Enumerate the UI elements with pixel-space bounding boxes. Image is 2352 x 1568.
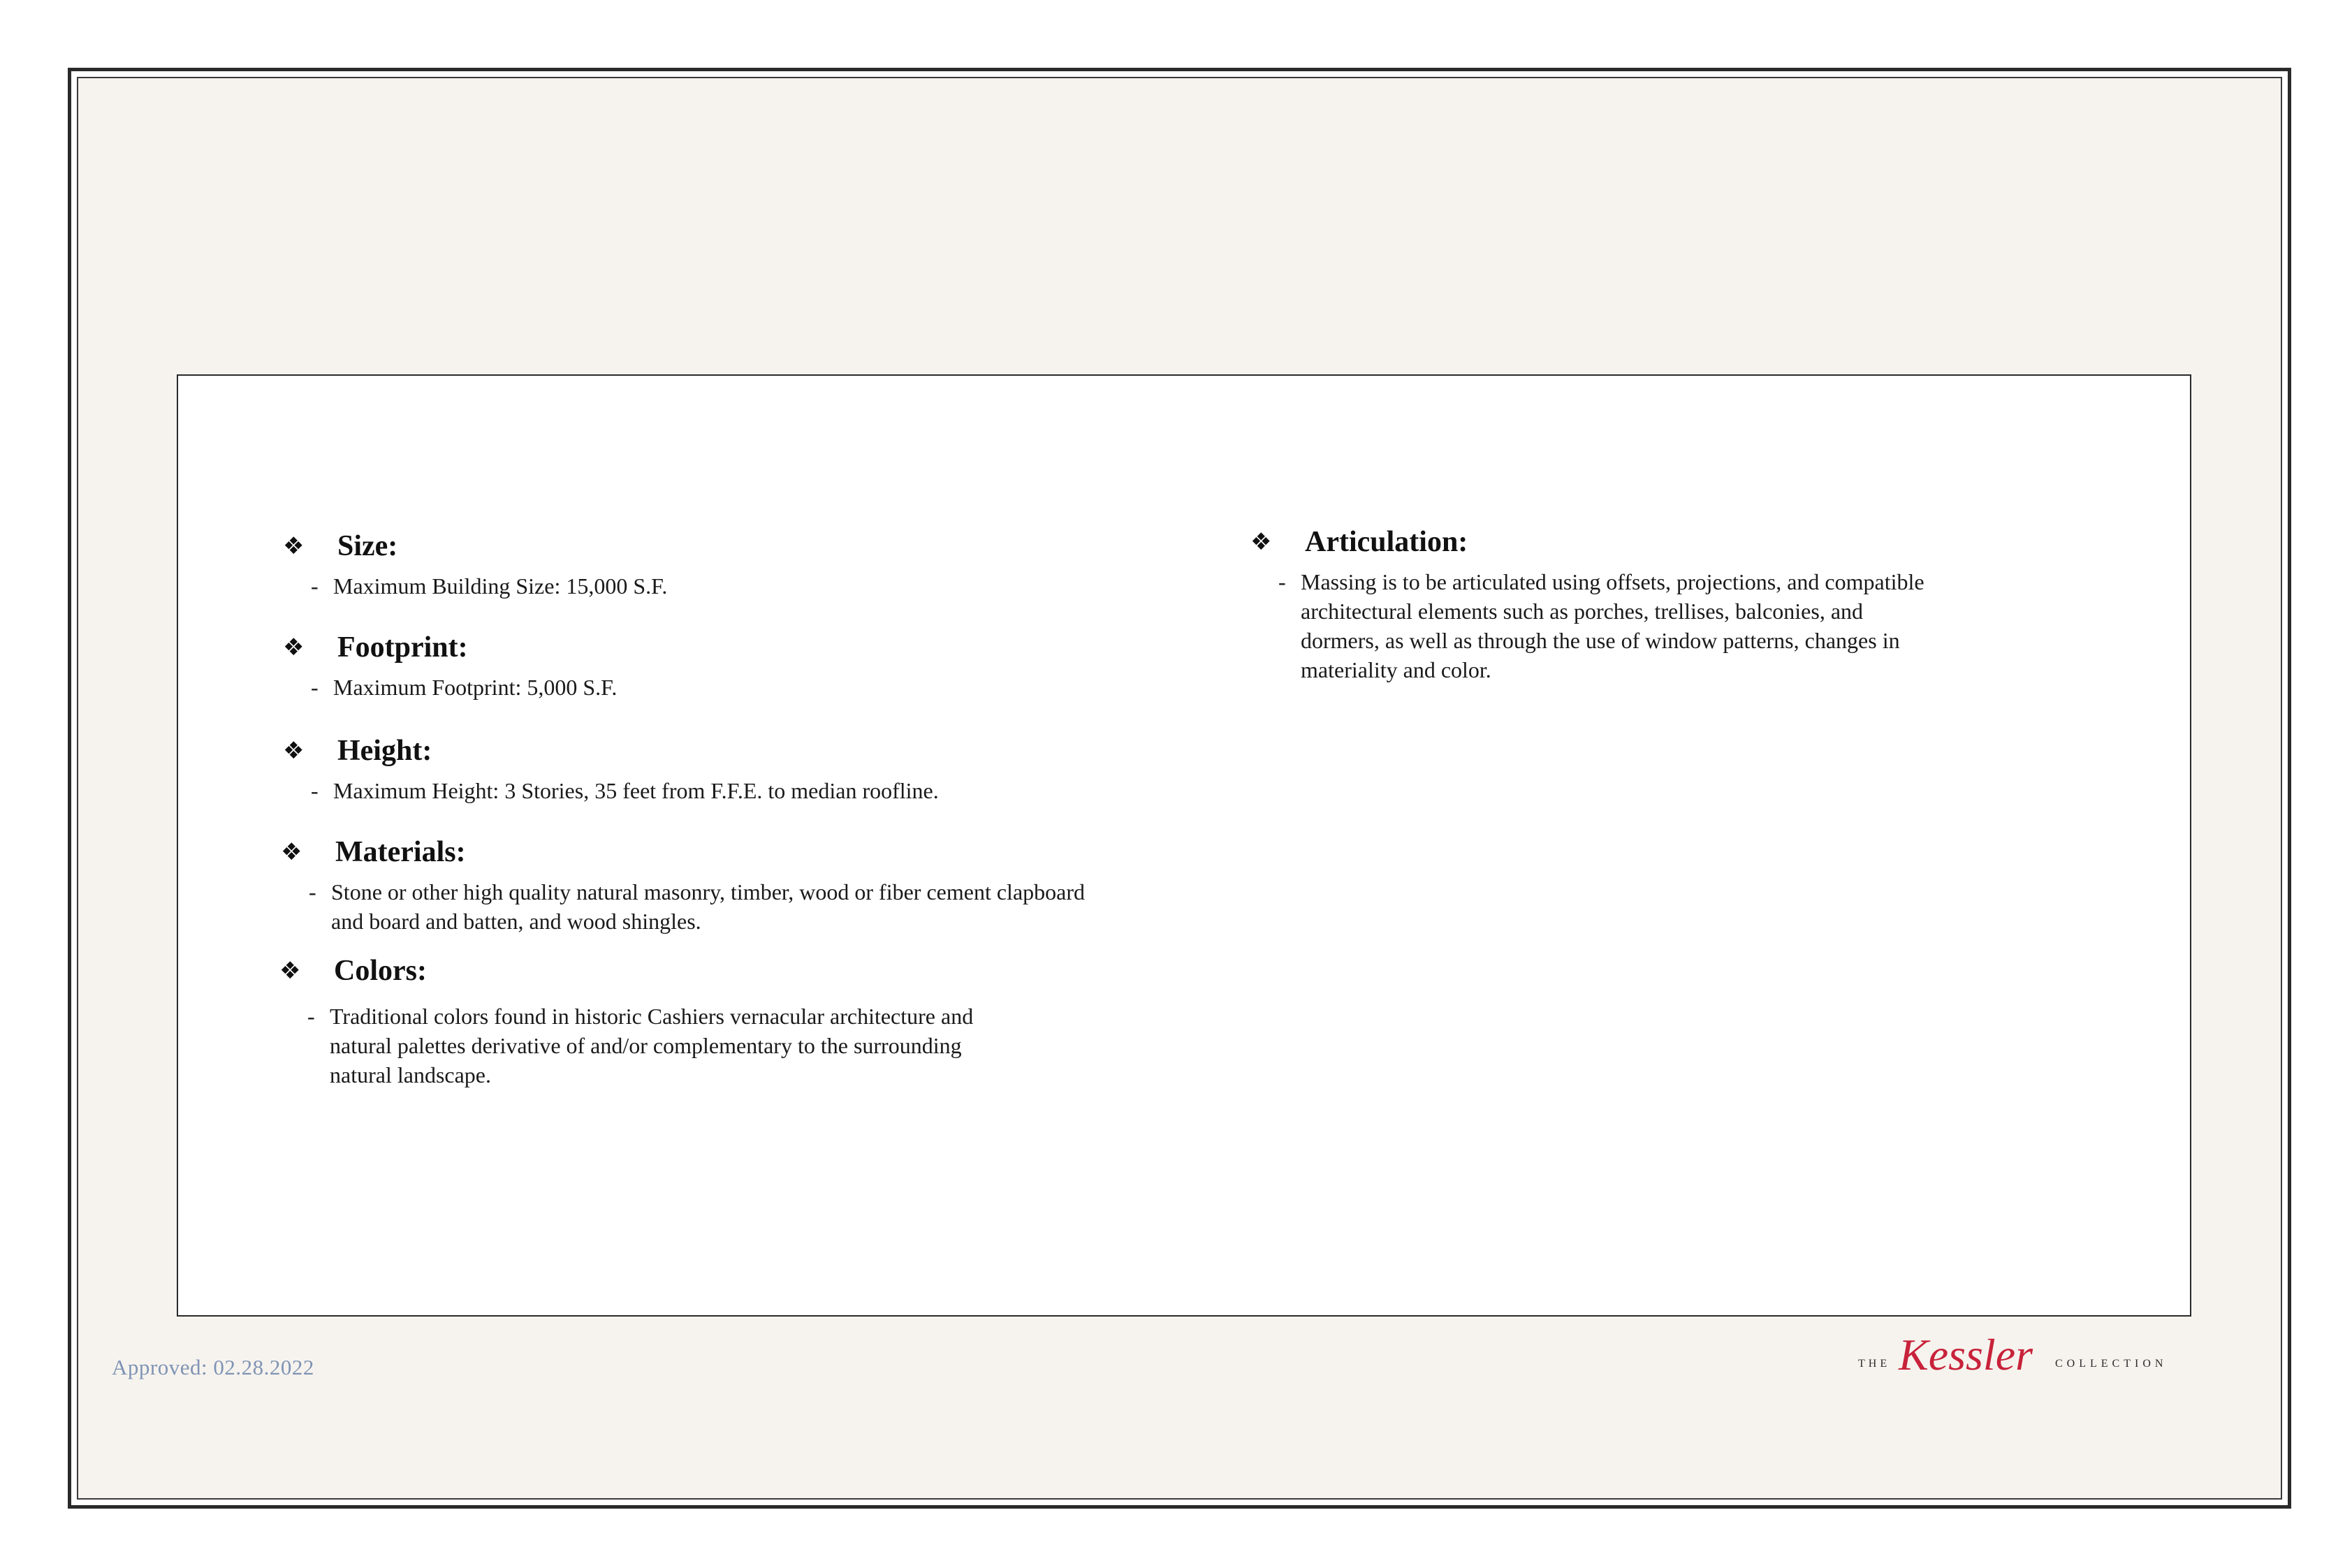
diamond-bullet-icon: ❖ — [283, 633, 305, 661]
section-heading: Size: — [337, 530, 398, 562]
section-size — [283, 525, 667, 601]
item-text: Stone or other high quality natural masonry, timber, wood or fiber cement clapboard and board and batten, and wood shingles. — [331, 879, 1085, 934]
diamond-bullet-icon: ❖ — [1250, 528, 1272, 556]
item-text: Maximum Height: 3 Stories, 35 feet from F.F.E. to median roofline. — [333, 778, 939, 803]
section-height — [283, 730, 939, 805]
item-text: Maximum Footprint: 5,000 S.F. — [333, 675, 618, 700]
diamond-bullet-icon: ❖ — [283, 737, 305, 765]
list-item: - Stone or other high quality natural masonry, timber, wood or fiber cement clapboard and board and batten, and wood shingles. — [309, 877, 1085, 936]
section-heading: Materials: — [335, 836, 466, 868]
item-text: Maximum Building Size: 15,000 S.F. — [333, 573, 668, 599]
logo-name-text: Kessler — [1899, 1330, 2033, 1379]
list-item: - Traditional colors found in historic Cashiers vernacular architecture and natural palettes derivative of and/or complementary to the surrounding natural landscape. — [307, 1002, 973, 1090]
section-footprint — [283, 627, 617, 702]
list-item: - Maximum Height: 3 Stories, 35 feet from F.F.E. to median roofline. — [311, 776, 939, 805]
list-item: - Massing is to be articulated using offsets, projections, and compatible architectural elements such as porches, trellises, balconies, and dormers, as well as through the use of window patterns, changes in materiality and color. — [1278, 567, 1924, 684]
section-heading: Height: — [337, 735, 432, 767]
list-item: - Maximum Footprint: 5,000 S.F. — [311, 673, 617, 702]
item-text: Massing is to be articulated using offsets, projections, and compatible architectural elements such as porches, trellises, balconies, and dormers, as well as through the use of window patterns, changes in materiality and color. — [1301, 569, 1924, 682]
diamond-bullet-icon: ❖ — [283, 532, 305, 560]
section-heading: Colors: — [334, 955, 427, 987]
section-heading: Footprint: — [337, 631, 468, 664]
section-colors — [279, 950, 973, 1090]
item-text: Traditional colors found in historic Cashiers vernacular architecture and natural palettes derivative of and/or complementary to the surrounding natural landscape. — [330, 1004, 974, 1087]
logo-collection-text: COLLECTION — [2055, 1358, 2168, 1370]
diamond-bullet-icon: ❖ — [279, 957, 301, 985]
diamond-bullet-icon: ❖ — [281, 838, 302, 866]
list-item: - Maximum Building Size: 15,000 S.F. — [311, 571, 667, 601]
kessler-collection-logo — [1858, 1324, 2186, 1386]
section-heading: Articulation: — [1305, 526, 1468, 558]
section-materials — [281, 831, 1085, 936]
approved-date: Approved: 02.28.2022 — [112, 1355, 314, 1379]
section-articulation — [1250, 521, 1924, 684]
logo-the-text: THE — [1858, 1358, 1891, 1370]
